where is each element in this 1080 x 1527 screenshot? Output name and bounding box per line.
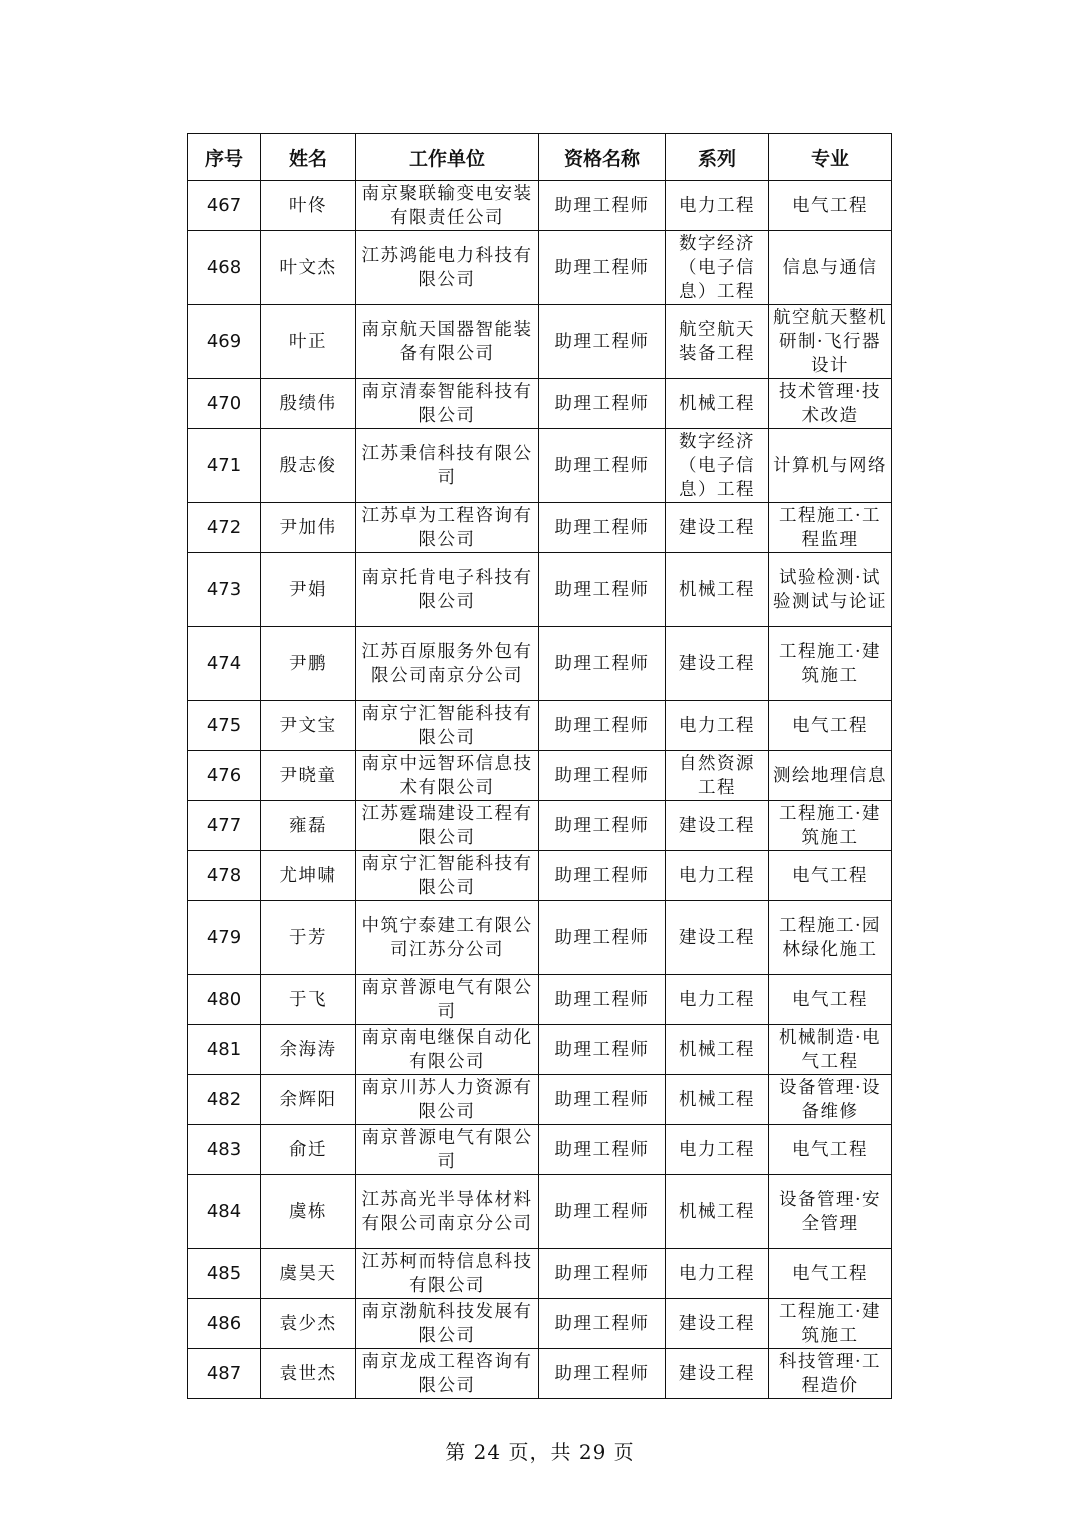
cell-major: 技术管理·技术改造	[769, 379, 892, 429]
cell-series: 自然资源工程	[666, 751, 769, 801]
cell-name: 叶正	[261, 305, 356, 379]
cell-series: 数字经济（电子信息）工程	[666, 429, 769, 503]
cell-serial-number: 476	[188, 751, 261, 801]
cell-qualification: 助理工程师	[539, 751, 666, 801]
cell-name: 于飞	[261, 975, 356, 1025]
cell-major: 电气工程	[769, 851, 892, 901]
cell-major: 工程施工·建筑施工	[769, 627, 892, 701]
cell-serial-number: 475	[188, 701, 261, 751]
cell-work-unit: 南京航天国器智能装备有限公司	[356, 305, 539, 379]
cell-major: 科技管理·工程造价	[769, 1349, 892, 1399]
page-footer: 第 24 页，共 29 页	[445, 1440, 635, 1464]
cell-major: 工程施工·工程监理	[769, 503, 892, 553]
cell-series: 建设工程	[666, 503, 769, 553]
header-major: 专业	[769, 134, 892, 181]
cell-name: 殷绩伟	[261, 379, 356, 429]
cell-major: 信息与通信	[769, 231, 892, 305]
cell-work-unit: 南京普源电气有限公司	[356, 975, 539, 1025]
header-serial-number: 序号	[188, 134, 261, 181]
cell-name: 虞昊天	[261, 1249, 356, 1299]
cell-series: 机械工程	[666, 379, 769, 429]
cell-work-unit: 南京清泰智能科技有限公司	[356, 379, 539, 429]
cell-name: 俞迁	[261, 1125, 356, 1175]
qualification-table	[187, 133, 892, 1399]
table-row	[188, 1349, 892, 1399]
cell-series: 电力工程	[666, 851, 769, 901]
cell-series: 机械工程	[666, 1025, 769, 1075]
cell-series: 航空航天装备工程	[666, 305, 769, 379]
table-row	[188, 181, 892, 231]
cell-major: 试验检测·试验测试与论证	[769, 553, 892, 627]
table-row	[188, 231, 892, 305]
table-row	[188, 975, 892, 1025]
cell-serial-number: 468	[188, 231, 261, 305]
cell-series: 机械工程	[666, 1175, 769, 1249]
qualification-table-container	[187, 133, 891, 1399]
cell-series: 机械工程	[666, 1075, 769, 1125]
header-qualification: 资格名称	[539, 134, 666, 181]
table-row	[188, 751, 892, 801]
cell-name: 殷志俊	[261, 429, 356, 503]
cell-qualification: 助理工程师	[539, 1075, 666, 1125]
cell-name: 余辉阳	[261, 1075, 356, 1125]
cell-work-unit: 南京聚联输变电安装有限责任公司	[356, 181, 539, 231]
cell-series: 电力工程	[666, 181, 769, 231]
cell-qualification: 助理工程师	[539, 503, 666, 553]
cell-major: 电气工程	[769, 701, 892, 751]
cell-name: 尹鹏	[261, 627, 356, 701]
cell-name: 尤坤啸	[261, 851, 356, 901]
table-row	[188, 851, 892, 901]
cell-name: 叶佟	[261, 181, 356, 231]
cell-major: 电气工程	[769, 181, 892, 231]
cell-serial-number: 484	[188, 1175, 261, 1249]
cell-serial-number: 474	[188, 627, 261, 701]
cell-series: 机械工程	[666, 553, 769, 627]
cell-work-unit: 中筑宁泰建工有限公司江苏分公司	[356, 901, 539, 975]
cell-name: 袁少杰	[261, 1299, 356, 1349]
cell-major: 设备管理·设备维修	[769, 1075, 892, 1125]
cell-qualification: 助理工程师	[539, 1349, 666, 1399]
cell-name: 雍磊	[261, 801, 356, 851]
cell-major: 工程施工·建筑施工	[769, 1299, 892, 1349]
cell-qualification: 助理工程师	[539, 429, 666, 503]
cell-serial-number: 469	[188, 305, 261, 379]
cell-name: 叶文杰	[261, 231, 356, 305]
cell-name: 尹晓童	[261, 751, 356, 801]
cell-series: 电力工程	[666, 1249, 769, 1299]
cell-serial-number: 481	[188, 1025, 261, 1075]
cell-name: 袁世杰	[261, 1349, 356, 1399]
table-row	[188, 1025, 892, 1075]
cell-major: 电气工程	[769, 1125, 892, 1175]
header-name: 姓名	[261, 134, 356, 181]
cell-serial-number: 483	[188, 1125, 261, 1175]
cell-serial-number: 487	[188, 1349, 261, 1399]
cell-name: 余海涛	[261, 1025, 356, 1075]
cell-serial-number: 482	[188, 1075, 261, 1125]
cell-name: 于芳	[261, 901, 356, 975]
cell-work-unit: 南京中远智环信息技术有限公司	[356, 751, 539, 801]
table-row	[188, 1299, 892, 1349]
cell-work-unit: 南京川苏人力资源有限公司	[356, 1075, 539, 1125]
cell-qualification: 助理工程师	[539, 305, 666, 379]
cell-serial-number: 472	[188, 503, 261, 553]
table-row	[188, 1249, 892, 1299]
cell-series: 建设工程	[666, 1349, 769, 1399]
cell-name: 尹娟	[261, 553, 356, 627]
cell-series: 数字经济（电子信息）工程	[666, 231, 769, 305]
table-header-row	[188, 134, 892, 181]
cell-work-unit: 南京龙成工程咨询有限公司	[356, 1349, 539, 1399]
cell-work-unit: 南京普源电气有限公司	[356, 1125, 539, 1175]
table-row	[188, 701, 892, 751]
cell-series: 建设工程	[666, 1299, 769, 1349]
cell-serial-number: 486	[188, 1299, 261, 1349]
cell-series: 建设工程	[666, 901, 769, 975]
cell-qualification: 助理工程师	[539, 1125, 666, 1175]
cell-qualification: 助理工程师	[539, 1175, 666, 1249]
table-row	[188, 305, 892, 379]
cell-serial-number: 479	[188, 901, 261, 975]
cell-qualification: 助理工程师	[539, 181, 666, 231]
cell-qualification: 助理工程师	[539, 901, 666, 975]
cell-series: 电力工程	[666, 975, 769, 1025]
table-row	[188, 553, 892, 627]
cell-work-unit: 江苏霆瑞建设工程有限公司	[356, 801, 539, 851]
cell-major: 测绘地理信息	[769, 751, 892, 801]
cell-qualification: 助理工程师	[539, 231, 666, 305]
table-body	[188, 181, 892, 1399]
cell-qualification: 助理工程师	[539, 379, 666, 429]
cell-serial-number: 470	[188, 379, 261, 429]
cell-name: 尹文宝	[261, 701, 356, 751]
cell-major: 航空航天整机研制·飞行器设计	[769, 305, 892, 379]
cell-serial-number: 473	[188, 553, 261, 627]
cell-major: 设备管理·安全管理	[769, 1175, 892, 1249]
table-row	[188, 1175, 892, 1249]
cell-serial-number: 477	[188, 801, 261, 851]
cell-major: 工程施工·园林绿化施工	[769, 901, 892, 975]
cell-series: 建设工程	[666, 801, 769, 851]
table-row	[188, 1125, 892, 1175]
table-row	[188, 627, 892, 701]
table-row	[188, 429, 892, 503]
cell-work-unit: 江苏高光半导体材料有限公司南京分公司	[356, 1175, 539, 1249]
cell-work-unit: 江苏卓为工程咨询有限公司	[356, 503, 539, 553]
table-row	[188, 1075, 892, 1125]
cell-series: 电力工程	[666, 1125, 769, 1175]
cell-work-unit: 江苏鸿能电力科技有限公司	[356, 231, 539, 305]
table-row	[188, 379, 892, 429]
cell-serial-number: 467	[188, 181, 261, 231]
cell-work-unit: 江苏秉信科技有限公司	[356, 429, 539, 503]
table-row	[188, 901, 892, 975]
table-row	[188, 801, 892, 851]
cell-qualification: 助理工程师	[539, 627, 666, 701]
cell-serial-number: 480	[188, 975, 261, 1025]
cell-major: 电气工程	[769, 975, 892, 1025]
cell-name: 尹加伟	[261, 503, 356, 553]
header-series: 系列	[666, 134, 769, 181]
cell-qualification: 助理工程师	[539, 1299, 666, 1349]
table-row	[188, 503, 892, 553]
cell-qualification: 助理工程师	[539, 801, 666, 851]
cell-work-unit: 南京渤航科技发展有限公司	[356, 1299, 539, 1349]
cell-qualification: 助理工程师	[539, 553, 666, 627]
cell-serial-number: 471	[188, 429, 261, 503]
cell-major: 工程施工·建筑施工	[769, 801, 892, 851]
cell-work-unit: 南京托肯电子科技有限公司	[356, 553, 539, 627]
cell-qualification: 助理工程师	[539, 1249, 666, 1299]
cell-work-unit: 南京南电继保自动化有限公司	[356, 1025, 539, 1075]
cell-name: 虞栋	[261, 1175, 356, 1249]
cell-work-unit: 南京宁汇智能科技有限公司	[356, 851, 539, 901]
cell-major: 计算机与网络	[769, 429, 892, 503]
header-work-unit: 工作单位	[356, 134, 539, 181]
cell-work-unit: 江苏柯而特信息科技有限公司	[356, 1249, 539, 1299]
cell-qualification: 助理工程师	[539, 701, 666, 751]
cell-series: 电力工程	[666, 701, 769, 751]
cell-major: 机械制造·电气工程	[769, 1025, 892, 1075]
cell-work-unit: 江苏百原服务外包有限公司南京分公司	[356, 627, 539, 701]
cell-series: 建设工程	[666, 627, 769, 701]
cell-serial-number: 485	[188, 1249, 261, 1299]
cell-work-unit: 南京宁汇智能科技有限公司	[356, 701, 539, 751]
cell-serial-number: 478	[188, 851, 261, 901]
cell-qualification: 助理工程师	[539, 851, 666, 901]
cell-qualification: 助理工程师	[539, 975, 666, 1025]
cell-qualification: 助理工程师	[539, 1025, 666, 1075]
cell-major: 电气工程	[769, 1249, 892, 1299]
